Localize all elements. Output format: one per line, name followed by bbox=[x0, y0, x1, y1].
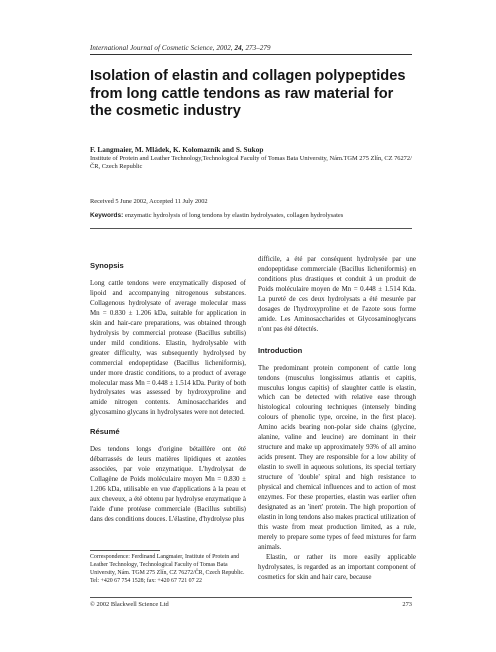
abstract-rule bbox=[90, 228, 412, 229]
running-head bbox=[90, 44, 271, 52]
received-dates: Received 5 June 2002, Accepted 11 July 2002 bbox=[90, 198, 208, 205]
journal-volume: 24, bbox=[234, 44, 244, 52]
resume-text-right: difficile, a été par conséquent hydrolysée par une endopeptidase commerciale (Bacillus licheniformis) en conditions plus drastiques et conduit à un produit de Poids moléculaire moyen de Mn = 0.448 ± 1.514 Kda. La pureté de ces deux hydrolysats a été mesurée par dosages de l'hydroxyproline et de l'azote sous forme amide. Les Aminosaccharides et Glycosaminoglycans n'ont pas été détectés. bbox=[258, 255, 416, 333]
page-number: 273 bbox=[402, 601, 412, 608]
resume-heading: Résumé bbox=[90, 427, 120, 437]
copyright-notice: © 2002 Blackwell Science Ltd bbox=[90, 601, 169, 608]
synopsis-text: Long cattle tendons were enzymatically disposed of lipoid and accompanying nitrogenous substances. Collagenous hydrolysate of average molecular mass Mn = 0.830 ± 1.206 kDa, suitable for application in skin and hair-care preparations, was obtained through hydrolysis by commercial protease (Bacillus subtilis) under mild conditions. Elastin, hydrolysable with greater difficulty, was subsequently hydrolysed by commercial endopeptidase (Bacillus licheniformis), under more drastic conditions, to a product of average molecular mass Mn = 0.448 ± 1.514 kDa. Purity of both hydrolysates was assessed by hydroxyproline and amide nitrogen contents. Aminosaccharides and glycosamino glycans in hydrolysates were not detected. bbox=[90, 279, 246, 417]
footer-rule bbox=[90, 597, 412, 598]
keywords bbox=[90, 212, 420, 219]
resume-text-left: Des tendons longs d'origine bétaillère ont été débarrassés de leurs matières lipidiques et azotées associées, par voie enzymatique. L'hydrolysat de Collagène de Poids moléculaire moyen Mn = 0.830 ± 1.206 kDa, utilisable en vue d'applications à la peau et aux cheveux, a été obtenu par hydrolyse enzymatique à l'aide d'une protéase commerciale (Bacillus subtilis) dans des conditions douces. L'élastine, d'hydrolyse plus bbox=[90, 445, 246, 524]
correspondence-note: Correspondence: Ferdinand Langmaier, Institute of Protein and Leather Technology, Technological Faculty of Tomas Bata University, Nám. TGM 275 Zlín, CZ 76272/ČR, Czech Republic. Tel: +420 67 754 1528; fax: +420 67 721 07 22 bbox=[90, 554, 245, 584]
journal-name: International Journal of Cosmetic Science, bbox=[90, 44, 215, 52]
keywords-text: enzymatic hydrolysis of long tendons by elastin hydrolysates, collagen hydrolysates bbox=[124, 212, 344, 219]
introduction-heading: Introduction bbox=[258, 345, 303, 355]
author-affiliation: Institute of Protein and Leather Technology,Technological Faculty of Tomas Bata University, Nám.TGM 275 Zlín, CZ 76272/ČR, Czech Republic bbox=[90, 155, 412, 171]
left-column bbox=[90, 261, 246, 525]
author-list: F. Langmaier, M. Mládek, K. Kolomazník and S. Sukop bbox=[90, 145, 264, 154]
right-column bbox=[258, 255, 416, 583]
header-rule bbox=[90, 54, 412, 55]
introduction-paragraph-1: The predominant protein component of cattle long tendons (musculus longissimus atlantis et capitis, musculus longus capitis) of slaughter cattle is elastin, which can be detected with relative ease through histological colouring techniques (intensely binding colours of phenolic type, orceine, in the first place). Amino acids bearing non-polar side chains (glycine, alanine, valine and leucine) are dominant in their structure and make up approximately 93% of all amino acids present. They are responsible for a low ability of elastin to swell in aqueous solutions, its special tertiary structure of 'double' spiral and high resistance to physical and chemical influences and to action of most enzymes. For these properties, elastin was earlier often designated as an 'inert' protein. The high proportion of elastin in long tendons also makes practical utilization of this waste from meat production limited, as a rule, merely to prepare some types of feed mixtures for farm animals. bbox=[258, 363, 416, 551]
synopsis-heading: Synopsis bbox=[90, 261, 124, 270]
keywords-label: Keywords: bbox=[90, 212, 124, 219]
correspondence-rule bbox=[90, 550, 160, 551]
journal-year: 2002, bbox=[216, 44, 233, 52]
introduction-paragraph-2: Elastin, or rather its more easily applicable hydrolysates, is regarded as an important component of cosmetics for skin and hair care, because bbox=[258, 552, 416, 581]
article-title: Isolation of elastin and collagen polypeptides from long cattle tendons as raw material for the cosmetic industry bbox=[90, 68, 406, 120]
journal-pages: 273–279 bbox=[245, 44, 271, 52]
